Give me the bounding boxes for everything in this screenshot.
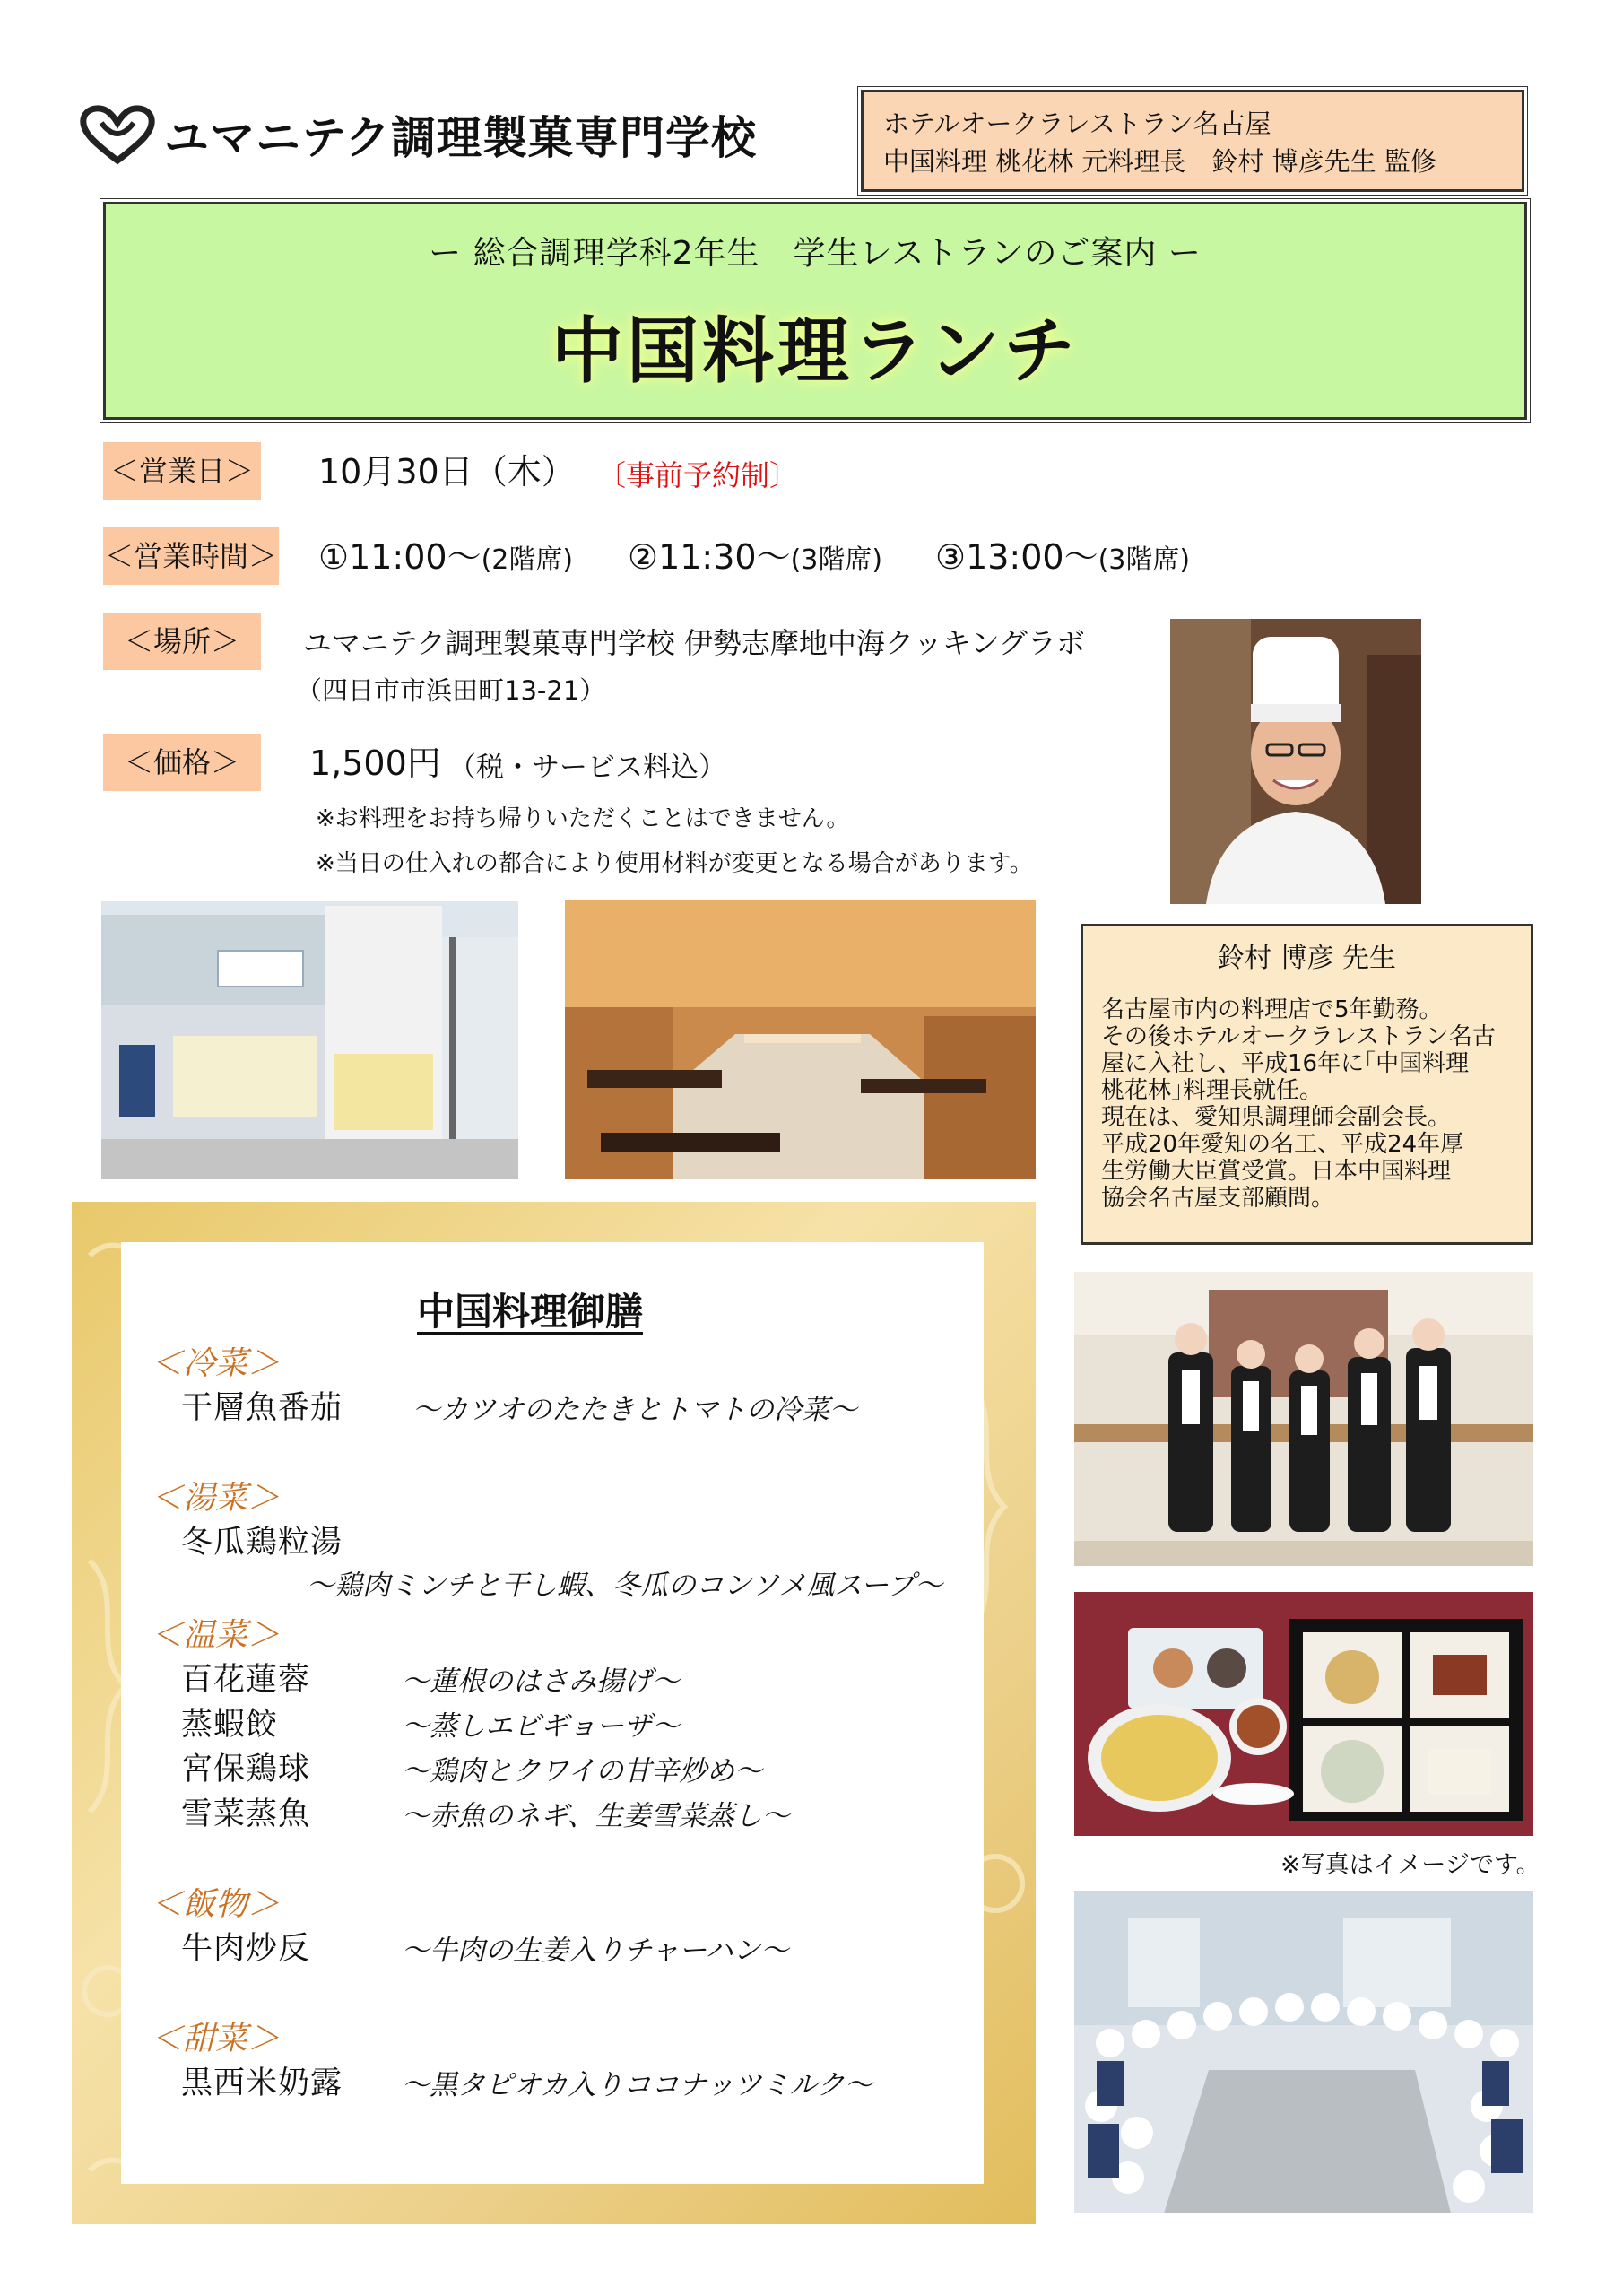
time-slot-3: ③13:00〜(3階席) [935,537,1191,577]
chef-name: 鈴村 博彦 先生 [1217,943,1397,974]
students-staff-photo [1074,1272,1533,1566]
note-takeout: ※お料理をお持ち帰りいただくことはできません。 [316,805,850,832]
chef-portrait-photo [1170,619,1421,904]
dish-warm-2: 蒸蝦餃 [181,1707,279,1743]
desc-dessert: 〜黒タピオカ入りココナッツミルク〜 [402,2069,872,2101]
note-ingredients: ※当日の仕入れの都合により使用材料が変更となる場合があります。 [316,850,1033,877]
date-label: ＜営業日＞ [103,442,261,500]
reservation-note: 〔事前予約制〕 [597,458,799,492]
lunch-set-photo [1074,1592,1533,1836]
desc-soup: 〜鶏肉ミンチと干し蝦、冬瓜のコンソメ風スープ〜 [307,1570,943,1602]
supervisor-box [861,90,1524,192]
price-value: 1,500円 [309,744,441,783]
category-dessert: ＜甜菜＞ [151,2021,281,2057]
heart-logo-icon [76,103,159,166]
dish-warm-1: 百花蓮蓉 [181,1662,311,1698]
desc-rice: 〜牛肉の生姜入りチャーハン〜 [402,1935,789,1967]
desc-warm-1: 〜蓮根のはさみ揚げ〜 [402,1665,680,1698]
photo-note: ※写真はイメージです。 [1280,1851,1541,1879]
desc-warm-3: 〜鶏肉とクワイの甘辛炒め〜 [402,1755,763,1787]
dish-rice: 牛肉炒反 [181,1931,311,1967]
time-slot-2: ②11:30〜(3階席) [628,537,883,577]
category-soup: ＜湯菜＞ [151,1480,281,1517]
category-warm: ＜温菜＞ [151,1617,281,1654]
place-address: （四日市市浜田町13-21） [296,675,606,706]
dish-warm-4: 雪菜蒸魚 [181,1796,311,1832]
dish-dessert: 黒西米奶露 [181,2066,343,2101]
category-rice: ＜飯物＞ [151,1886,281,1923]
time-label: ＜営業時間＞ [103,527,279,585]
restaurant-interior-photo [565,900,1036,1179]
school-building-photo [101,901,518,1179]
desc-cold: 〜カツオのたたきとトマトの冷菜〜 [412,1394,857,1426]
dish-soup: 冬瓜鶏粒湯 [181,1525,343,1561]
price-note: （税・サービス料込） [448,752,726,784]
page-title: 中国料理ランチ [551,309,1079,393]
school-logo [76,99,757,170]
price-label: ＜価格＞ [103,734,261,791]
chef-profile-box [1081,924,1533,1245]
dish-warm-3: 宮保鶏球 [181,1752,311,1787]
page-subtitle: ー 総合調理学科2年生 学生レストランのご案内 ー [429,235,1202,272]
desc-warm-2: 〜蒸しエビギョーザ〜 [402,1710,680,1743]
logo-text: ユマニテク調理製菓専門学校 [164,112,757,164]
desc-warm-4: 〜赤魚のネギ、生姜雪菜蒸し〜 [402,1800,790,1832]
chef-bio: 名古屋市内の料理店で5年勤務。 その後ホテルオークラレストラン名古 屋に入社し、平成16年に｢中国料理 桃花林｣料理長就任。 現在は、愛知県調理師会副会長。 平成20年愛知の名工、平成24年厚 生労働大臣賞受賞。日本中国料理 協会名古屋支部顧問。 [1101,996,1496,1212]
supervisor-line-2: 中国料理 桃花林 元料理長 鈴村 博彦先生 監修 [883,146,1436,177]
menu-title: 中国料理御膳 [417,1290,644,1334]
dish-cold: 干層魚番茄 [181,1390,343,1426]
title-box [103,202,1527,420]
supervisor-line-1: ホテルオークラレストラン名古屋 [883,109,1271,139]
class-group-photo [1074,1891,1533,2213]
time-slot-1: ①11:00〜(2階席) [318,537,574,577]
place-label: ＜場所＞ [103,613,261,670]
date-value: 10月30日（木） [318,452,576,491]
place-value: ユマニテク調理製菓専門学校 伊勢志摩地中海クッキングラボ [303,626,1085,660]
category-cold: ＜冷菜＞ [151,1345,281,1382]
